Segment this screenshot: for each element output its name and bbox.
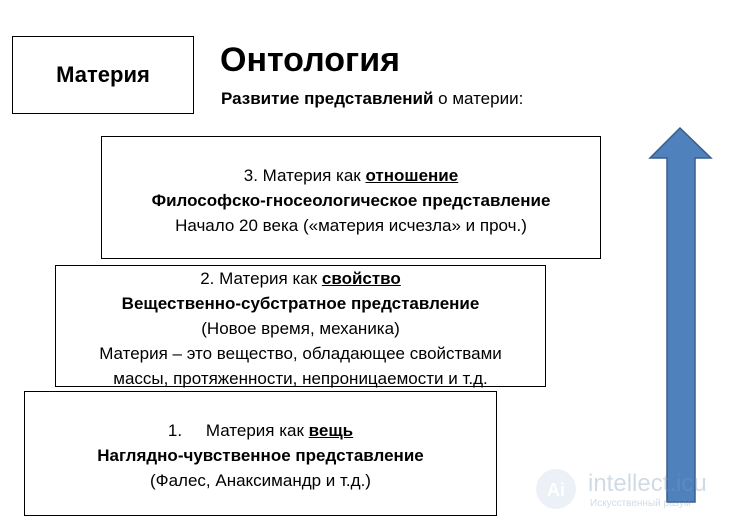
page-title: Онтология bbox=[220, 41, 400, 79]
level-2-keyword: свойство bbox=[321, 269, 401, 288]
watermark-text: intellect.icu bbox=[588, 470, 707, 497]
level-3-number: 3. bbox=[243, 166, 258, 185]
level-1-detail: (Фалес, Анаксимандр и т.д.) bbox=[150, 471, 371, 490]
subtitle-rest: о материи: bbox=[433, 89, 524, 108]
level-1-head: Материя как bbox=[205, 421, 309, 440]
up-arrow-icon bbox=[648, 126, 714, 506]
matter-tag-label: Материя bbox=[56, 62, 150, 87]
level-3-detail: Начало 20 века («материя исчезла» и проч.) bbox=[175, 216, 527, 235]
level-3-name: Философско-гносеологическое представление bbox=[151, 191, 551, 210]
level-1-keyword: вещь bbox=[308, 421, 354, 440]
level-2-heading bbox=[56, 266, 545, 291]
level-2-name: Вещественно-субстратное представление bbox=[121, 294, 480, 313]
level-3-box bbox=[101, 136, 601, 259]
level-3-heading bbox=[102, 163, 600, 188]
level-2-head: Материя как bbox=[214, 269, 322, 288]
level-1-name: Наглядно-чувственное представление bbox=[97, 446, 424, 465]
page-subtitle bbox=[221, 88, 523, 110]
up-arrow-shape bbox=[650, 128, 711, 502]
subtitle-bold: Развитие представлений bbox=[221, 89, 434, 108]
level-2-box bbox=[55, 265, 546, 387]
level-3-keyword: отношение bbox=[365, 166, 459, 185]
level-1-heading bbox=[25, 418, 496, 443]
ai-logo-icon bbox=[532, 466, 580, 512]
watermark-subtext: Искусственный разум bbox=[590, 498, 691, 509]
level-2-detail: массы, протяженности, непроницаемости и т.д. bbox=[113, 369, 488, 388]
level-2-detail: (Новое время, механика) bbox=[201, 319, 400, 338]
watermark bbox=[532, 466, 732, 512]
svg-text:Ai: Ai bbox=[547, 480, 565, 500]
level-1-box bbox=[24, 391, 497, 516]
level-2-detail: Материя – это вещество, обладающее свойствами bbox=[99, 344, 502, 363]
level-3-head: Материя как bbox=[257, 166, 366, 185]
level-2-number: 2. bbox=[200, 269, 215, 288]
matter-tag-box bbox=[12, 36, 194, 114]
level-1-number: 1. bbox=[167, 421, 183, 440]
